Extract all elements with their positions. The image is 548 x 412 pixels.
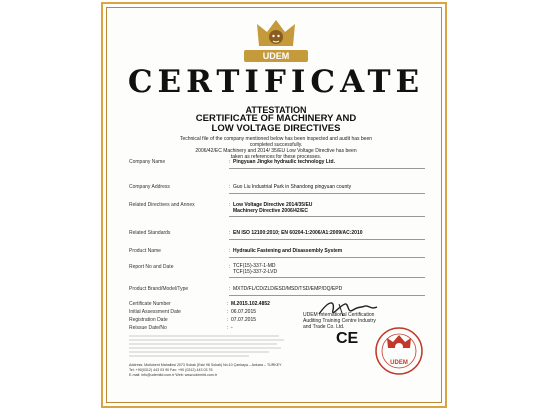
field-colon: : [229, 286, 231, 292]
field-colon: : [227, 317, 229, 323]
udem-lion-logo-icon [253, 16, 299, 52]
address-line: Address: Mutlukent Mahallesi 2073 Sokak (Eski 98 Sokak) No:10 Çankaya – Ankara – TURKEY [129, 363, 282, 367]
registration-date-value: 07.07.2015 [231, 317, 257, 323]
directives-value [233, 202, 312, 214]
company-address-value: Guo Liu Industrial Park in Shandong pingyuan county [233, 184, 352, 190]
field-colon: : [229, 159, 231, 165]
certificate-sheet [101, 2, 447, 408]
field-rule [229, 168, 425, 169]
intro-line: Technical file of the company mentioned below has been inspected and audit has been [179, 136, 373, 142]
report-line: TCF(15)-337-2-LVD [233, 269, 278, 275]
field-colon: : [227, 301, 229, 307]
field-colon: : [229, 184, 231, 190]
certificate-title: CERTIFICATE [127, 64, 425, 100]
report-label: Report No and Date [129, 264, 174, 270]
field-rule [229, 277, 425, 278]
company-name-value: Pingyuan Jingke hydraulic technology Ltd. [233, 159, 335, 165]
seal-label: UDEM [390, 360, 408, 366]
brand-model-label: Product Brand/Model/Type [129, 286, 189, 292]
reissue-label: Reissue Date/No [129, 325, 167, 331]
reissue-value: - [231, 325, 233, 331]
intro-line: 2006/42/EC Machinery and 2014/ 35/EU Low Voltage Directive has been [195, 148, 357, 154]
directives-label: Related Directives and Annex [129, 202, 195, 208]
field-colon: : [227, 325, 229, 331]
subtitle-line-1: CERTIFICATE OF MACHINERY AND [195, 113, 357, 124]
email-line: E-mail: info@udemitd.com.tr Web: www.udemitd.com.tr [129, 373, 218, 377]
org-line: UDEM International Certification [303, 312, 375, 318]
field-rule [229, 216, 425, 217]
fine-print-lines [129, 334, 289, 360]
standards-label: Related Standards [129, 230, 171, 236]
intro-line: completed successfully. [249, 142, 303, 148]
fine-print [129, 334, 289, 361]
directive-line: Low Voltage Directive 2014/35/EU [233, 202, 313, 208]
field-rule [229, 193, 425, 194]
report-value [233, 263, 277, 275]
certificate-subtitle [103, 114, 447, 134]
field-colon: : [229, 248, 231, 254]
field-rule [229, 257, 425, 258]
field-colon: : [229, 202, 231, 208]
report-line: TCF(15)-337-1-MD [233, 263, 276, 269]
intro-paragraph [123, 136, 429, 160]
standards-value: EN ISO 12100:2010; EN 60204-1:2006/A1:2009/AC:2010 [233, 230, 363, 236]
certificate-number-label: Certificate Number [129, 301, 171, 307]
registration-date-label: Registration Date [129, 317, 168, 323]
product-name-value: Hydraulic Fastening and Disassembly System [233, 248, 343, 254]
intro-line: taken as references for these processes. [230, 154, 322, 160]
field-colon: : [229, 230, 231, 236]
directive-line: Machinery Directive 2006/42/EC [233, 208, 309, 214]
certificate-number-value: M.2015.102.4852 [231, 301, 270, 307]
field-colon: : [227, 309, 229, 315]
initial-assessment-value: 06.07.2015 [231, 309, 257, 315]
footer-address [129, 363, 319, 378]
udem-seal-icon [374, 326, 424, 376]
org-line: Auditing Training Centre Industry [303, 318, 376, 324]
ce-mark-icon: CE [336, 330, 359, 347]
org-line: and Trade Co. Ltd. [303, 324, 345, 330]
field-rule [229, 239, 425, 240]
product-name-label: Product Name [129, 248, 161, 254]
attestation-heading: ATTESTATION [245, 105, 307, 115]
phone-line: Tel: +90(0312) 443 03 90 Fax: +90 (0312) 443 03 76 [129, 368, 213, 372]
logo-text: UDEM [244, 50, 308, 62]
company-address-label: Company Address [129, 184, 170, 190]
subtitle-line-2: LOW VOLTAGE DIRECTIVES [211, 123, 341, 134]
company-name-label: Company Name [129, 159, 166, 165]
initial-assessment-label: Initial Assessment Date [129, 309, 181, 315]
field-colon: : [229, 264, 231, 270]
brand-model-value: MXTD/FL/CD/ZLD/ESD/MSD/TSD/EMP/DQ/EPD [233, 286, 343, 292]
